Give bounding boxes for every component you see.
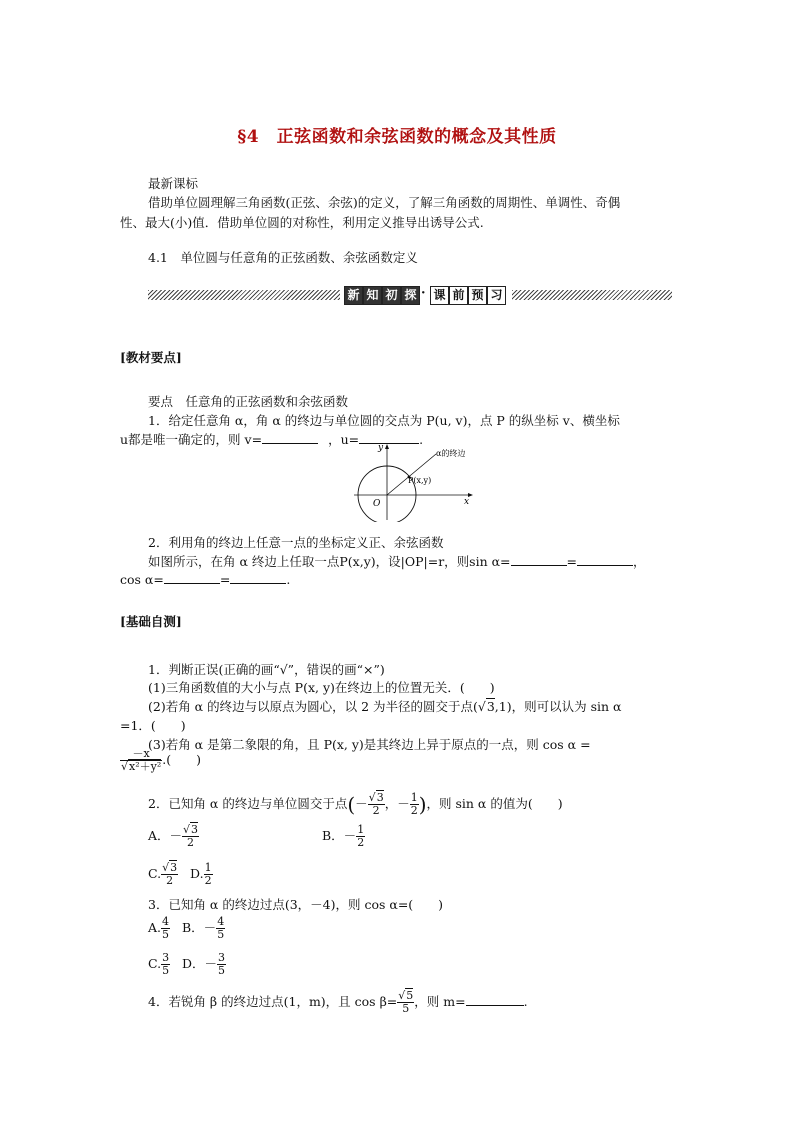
- x-axis-label: x: [464, 497, 470, 507]
- q3-option-c[interactable]: C. $\frac{3}{5}$: [148, 951, 170, 977]
- key-point-item2-line1: 如图所示，在角 α 终边上任取一点P(x,y)，设|OP|=r，则sin α= = ，: [148, 554, 646, 569]
- key-point-heading: 要点 任意角的正弦函数和余弦函数: [148, 394, 349, 409]
- q3-option-d[interactable]: D．－ $\frac{3}{5}$: [182, 951, 226, 977]
- standard-line-1: 借助单位圆理解三角函数(正弦、余弦)的定义，了解三角函数的周期性、单调性、奇偶: [148, 195, 621, 210]
- banner-char: 前: [449, 286, 468, 305]
- q1-statement-3: (3)若角 α 是第二象限的角，且 P(x, y)是其终边上异于原点的一点，则 cos α =: [148, 737, 591, 752]
- q1-statement-2-line2: =1．( ): [120, 718, 186, 733]
- banner-char: 探: [401, 286, 420, 305]
- banner-stripe-right: [512, 290, 672, 300]
- banner-char: 课: [430, 286, 449, 305]
- section-self-test-heading: [基础自测]: [120, 614, 182, 629]
- q3-option-a[interactable]: A. $\frac{4}{5}$: [148, 915, 170, 941]
- q1-statement-3-fraction: $\frac{-x}{\text{√x²＋y²}}$ .( ): [121, 747, 201, 773]
- banner-char: 知: [363, 286, 382, 305]
- standard-line-2: 性、最大(小)值．借助单位圆的对称性，利用定义推导出诱导公式.: [120, 215, 484, 230]
- banner-stripe-left: [148, 290, 340, 300]
- q2-option-d[interactable]: D. $\frac{1}{2}$: [190, 861, 212, 887]
- q2-option-a[interactable]: A．－ $\frac{√3}{2}$: [148, 823, 199, 849]
- y-axis-arrow-icon: [385, 444, 389, 449]
- answer-blank[interactable]: [577, 553, 633, 566]
- answer-blank[interactable]: [164, 571, 220, 584]
- terminal-side-label: α的终边: [436, 449, 466, 458]
- banner-dot: ·: [421, 286, 426, 301]
- standard-label: 最新课标: [148, 176, 199, 191]
- answer-blank[interactable]: [511, 553, 567, 566]
- q1-statement-1: (1)三角函数值的大小与点 P(x, y)在终边上的位置无关．( ): [148, 680, 495, 695]
- unit-circle-figure: [340, 442, 480, 522]
- q1-stem: 1．判断正误(正确的画“√”，错误的画“×”): [148, 662, 385, 677]
- section-banner: [148, 286, 672, 304]
- answer-blank[interactable]: [466, 993, 524, 1006]
- answer-blank[interactable]: [230, 571, 286, 584]
- banner-char: 新: [344, 286, 363, 305]
- key-point-item1-line2: u都是唯一确定的，则 v= ，u= .: [120, 432, 424, 447]
- y-axis-label: y: [378, 443, 384, 453]
- subsection-heading: 4.1 单位圆与任意角的正弦函数、余弦函数定义: [148, 250, 418, 265]
- point-label: P(x,y): [408, 476, 432, 485]
- origin-label: O: [373, 499, 381, 509]
- q2-stem: 2．已知角 α 的终边与单位圆交于点(－ $\frac{√3}{2}$ ，－ $\frac{1}{2}$ )，则 sin α 的值为( ): [148, 791, 563, 817]
- banner-char: 预: [468, 286, 487, 305]
- q3-stem: 3．已知角 α 的终边过点(3，－4)，则 cos α=( ): [148, 897, 444, 912]
- banner-char: 初: [382, 286, 401, 305]
- key-point-item1: 1．给定任意角 α，角 α 的终边与单位圆的交点为 P(u, v)，点 P 的纵坐标 v、横坐标: [148, 413, 620, 428]
- q3-option-b[interactable]: B．－ $\frac{4}{5}$: [182, 915, 225, 941]
- key-point-item2-line2: cos α= = .: [120, 572, 291, 587]
- page-title: §4 正弦函数和余弦函数的概念及其性质: [237, 127, 557, 147]
- banner-char: 习: [487, 286, 506, 305]
- answer-blank[interactable]: [262, 431, 318, 444]
- q2-option-b[interactable]: B．－ $\frac{1}{2}$: [322, 823, 365, 849]
- q1-statement-2: (2)若角 α 的终边与以原点为圆心，以 2 为半径的圆交于点(√3,1)，则可以认为 sin α: [148, 699, 622, 714]
- key-point-item2: 2．利用角的终边上任意一点的坐标定义正、余弦函数: [148, 535, 444, 550]
- terminal-side: [387, 454, 436, 495]
- q2-option-c[interactable]: C. $\frac{√3}{2}$: [148, 861, 178, 887]
- q4-stem: 4．若锐角 β 的终边过点(1，m)，且 cos β= $\frac{√5}{5}$ ，则 m= .: [148, 989, 528, 1015]
- section-key-heading: [教材要点]: [120, 350, 182, 365]
